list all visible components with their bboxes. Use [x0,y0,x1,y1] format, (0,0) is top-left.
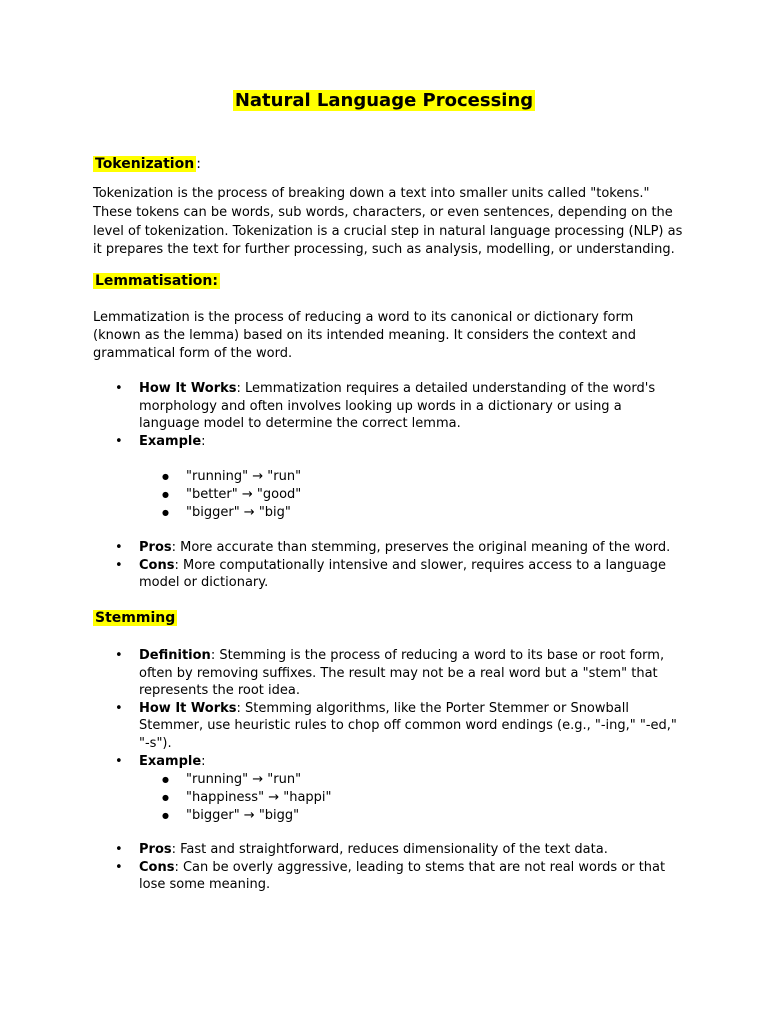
bullet-text: : Fast and straightforward, reduces dimensionality of the text data. [171,842,608,857]
tokenization-heading [93,155,201,174]
stemming-pros-cons-list [139,841,684,894]
list-item: ● "happiness" → "happi" [186,789,586,807]
list-item [139,700,684,753]
tokenization-heading-colon: : [196,156,201,172]
list-item: ● "running" → "run" [186,771,586,789]
bullet-text: : Stemming is the process of reducing a word to its base or root form, often by removing suffixes. The result may not be a real word but a "stem" that represents the root idea. [139,648,665,699]
title-text: Natural Language Processing [234,90,534,111]
bullet-term: How It Works [139,700,237,716]
list-item: ● "running" → "run" [186,468,586,486]
tokenization-paragraph: Tokenization is the process of breaking down a text into smaller units called "tokens." These tokens can be words, sub words, characters, or even sentences, depending on the level of tokenization. Tokenization is a crucial step in natural language processing (NLP) as it prepares the text for further processing, such as analysis, modelling, or understanding. [93,186,683,258]
list-item: ● "better" → "good" [186,486,586,504]
bullet-term: Example [139,753,202,769]
stemming-bullet-list [139,647,684,770]
bullet-term: Definition [139,648,211,663]
lemmatisation-example-list [186,468,586,521]
stemming-example-list [186,771,586,824]
lemmatisation-pros-cons-list [139,539,684,592]
lemmatisation-heading-text: Lemmatisation: [95,273,218,289]
list-item [139,557,684,592]
document-title [0,89,768,113]
list-item [139,841,684,859]
stemming-heading [93,609,177,628]
bullet-text: : Stemming algorithms, like the Porter Stemmer or Snowball Stemmer, use heuristic rules to chop off common word endings (e.g., "-ing," "-ed," "-s"). [139,700,677,751]
bullet-text: : Lemmatization requires a detailed understanding of the word's morphology and often involves looking up words in a dictionary or using a language model to determine the correct lemma. [139,381,656,432]
list-item [139,647,684,700]
tokenization-heading-text: Tokenization [95,156,195,172]
lemmatisation-bullet-list [139,380,684,450]
bullet-text: : Can be overly aggressive, leading to stems that are not real words or that lose some meaning. [139,859,666,893]
bullet-term: Pros [139,842,172,857]
bullet-term: Example [139,433,202,449]
list-item [139,753,684,771]
lemmatisation-heading [93,272,220,291]
bullet-text: : More accurate than stemming, preserves the original meaning of the word. [171,540,671,555]
list-item: ● "bigger" → "big" [186,504,586,522]
list-item [139,380,684,433]
list-item [139,859,684,894]
list-item [139,433,684,451]
bullet-term: How It Works [139,381,237,396]
list-item: ● "bigger" → "bigg" [186,807,586,825]
stemming-heading-text: Stemming [95,610,176,626]
bullet-term: Cons [139,557,175,573]
bullet-term: Cons [139,859,175,875]
bullet-text: : [201,753,206,769]
lemmatisation-paragraph: Lemmatization is the process of reducing a word to its canonical or dictionary form (known as the lemma) based on its intended meaning. It considers the context and grammatical form of the word. [93,310,636,362]
list-item [139,539,684,557]
bullet-term: Pros [139,540,172,555]
bullet-text: : More computationally intensive and slower, requires access to a language model or dictionary. [139,557,667,591]
bullet-text: : [201,433,206,449]
